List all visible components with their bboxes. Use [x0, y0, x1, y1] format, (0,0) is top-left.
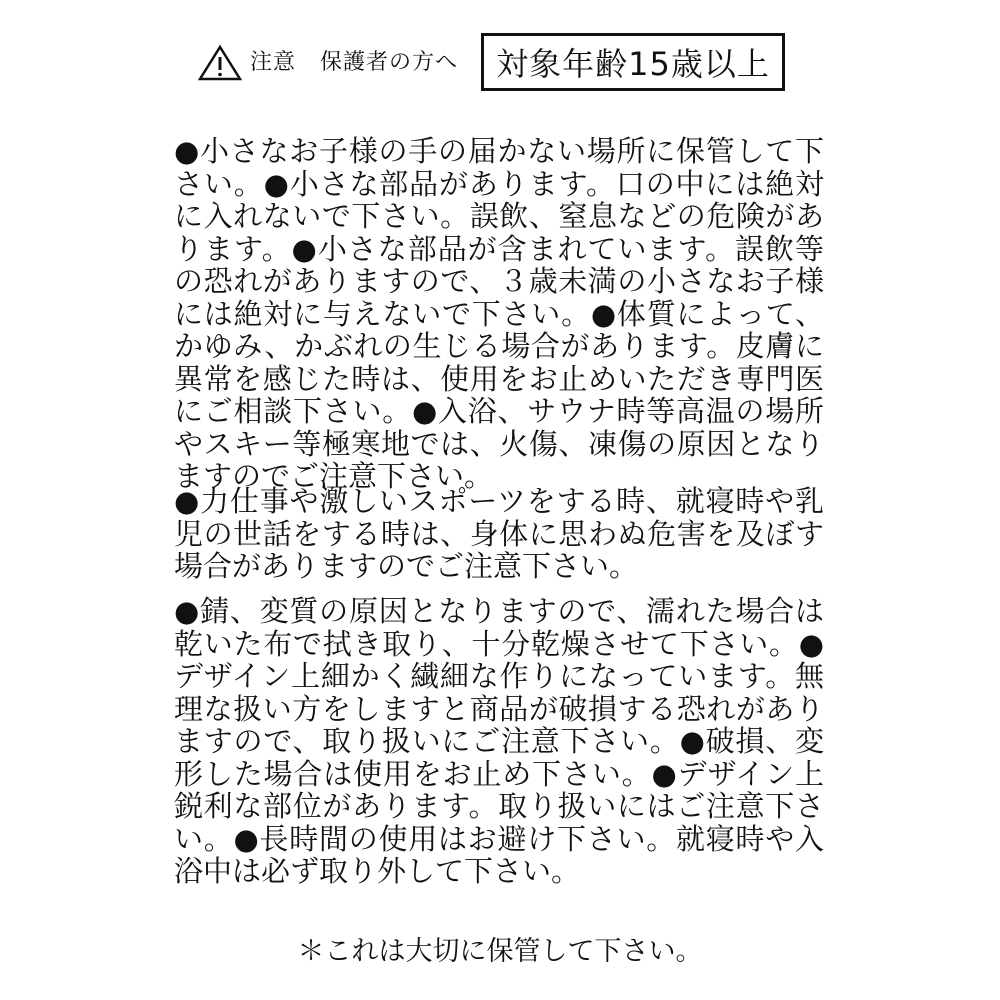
guardian-label: 保護者の方へ [320, 50, 459, 75]
warning-paragraph-2: ●力仕事や激しいスポーツをする時、就寝時や乳児の世話をする時は、身体に思わぬ危害を及ぼす場合がありますのでご注意下さい。 [174, 484, 824, 583]
warning-paragraph-3: ●錆、変質の原因となりますので、濡れた場合は乾いた布で拭き取り、十分乾燥させて下さい。●デザイン上細かく繊細な作りになっています。無理な扱い方をしますと商品が破損する恐れがありますので、取り扱いにご注意下さい。●破損、変形した場合は使用をお止め下さい。●デザイン上鋭利な部位があります。取り扱いにはご注意下さい。●長時間の使用はお避け下さい。就寝時や入浴中は必ず取り外して下さい。 [174, 594, 824, 888]
age-notice-box: 対象年齢15歳以上 [481, 33, 785, 91]
warning-paragraph-1: ●小さなお子様の手の届かない場所に保管して下さい。●小さな部品があります。口の中には絶対に入れないで下さい。誤飲、窒息などの危険があります。●小さな部品が含まれています。誤飲等の恐れがありますので、３歳未満の小さなお子様には絶対に与えないで下さい。●体質によって、かゆみ、かぶれの生じる場合があります。皮膚に異常を感じた時は、使用をお止めいただき専門医にご相談下さい。●入浴、サウナ時等高温の場所やスキー等極寒地では、火傷、凍傷の原因となりますのでご注意下さい。 [174, 134, 824, 493]
storage-note: ＊これは大切に保管して下さい。 [297, 936, 703, 967]
caution-header [0, 0, 1000, 100]
caution-label: 注意 [250, 50, 297, 75]
warning-triangle-icon [198, 44, 242, 82]
